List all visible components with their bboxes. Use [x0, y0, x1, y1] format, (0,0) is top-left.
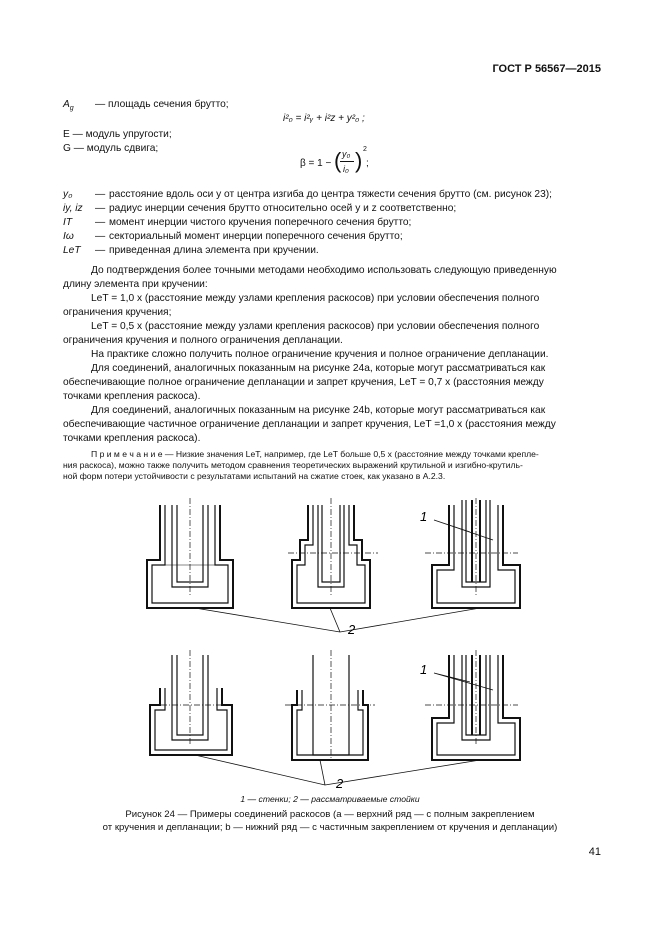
para-6-line-3: точками крепления раскоса).: [63, 433, 201, 444]
note-line-2: ния раскоса), можно также получить методом сравнения теоретических выражений крутильной и изгибно-крутиль-: [63, 460, 523, 470]
formula-beta: β = 1 − ( y₀ i₀ ) 2 ;: [300, 146, 369, 174]
label-2-top: 2: [348, 622, 356, 637]
document-header: ГОСТ Р 56567—2015: [492, 63, 601, 75]
para-5-line-1: Для соединений, аналогичных показанным на рисунке 24a, которые могут рассматриваться как: [91, 363, 546, 374]
figure-legend: 1 — стенки; 2 — рассматриваемые стойки: [240, 794, 420, 804]
para-2-line-2: ограничения кручения;: [63, 307, 172, 318]
figure-b2: [285, 650, 375, 760]
para-6-line-1: Для соединений, аналогичных показанным на рисунке 24b, которые могут рассматриваться как: [91, 405, 546, 416]
para-2-line-1: LeT = 1,0 x (расстояние между узлами крепления раскосов) при условии обеспечения полного: [91, 293, 540, 304]
def-e: E — модуль упругости;: [63, 129, 172, 140]
note-line-1: П р и м е ч а н и е — Низкие значения LeT, например, где LeT больше 0,5 x (расстояние между точками крепле-: [91, 449, 539, 459]
figure-caption-line-2: от кручения и депланации; b — нижний ряд — с частичным закреплением от кручения и депланации): [102, 822, 558, 833]
def-ag: $A_g$ — площадь сечения брутто;: [63, 99, 229, 113]
def-iy-iz: iy, iz — радиус инерции сечения брутто относительно осей y и z соответственно;: [63, 203, 457, 214]
para-1-line-1: До подтверждения более точными методами необходимо использовать следующую приведенную: [91, 265, 557, 276]
def-let: LeT — приведенная длина элемента при кручении.: [63, 245, 319, 256]
label-2-bottom: 2: [336, 776, 344, 791]
label-1-top: 1: [420, 509, 428, 524]
def-it: IT — момент инерции чистого кручения поперечного сечения брутто;: [63, 217, 412, 228]
para-3-line-2: ограничения кручения и полного ограничения депланации.: [63, 335, 343, 346]
page-number: 41: [588, 846, 601, 858]
para-1-line-2: длину элемента при кручении:: [63, 279, 208, 290]
para-6-line-2: обеспечивающие частичное ограничение депланации и запрет кручения, LeT =1,0 x (расстояния между: [63, 419, 556, 430]
label-1-bottom: 1: [420, 662, 428, 677]
formula-i0: i²₀ = i²ᵧ + i²z + y²₀ ;: [283, 113, 365, 124]
figure-b1: [150, 650, 232, 755]
def-g: G — модуль сдвига;: [63, 143, 159, 154]
note-line-3: ной форм потери устойчивости с результатами испытаний на сжатие стоек, как указано в А.2.3.: [63, 471, 446, 481]
para-3-line-1: LeT = 0,5 x (расстояние между узлами крепления раскосов) при условии обеспечения полного: [91, 321, 540, 332]
para-5-line-2: обеспечивающие полное ограничение депланации и запрет кручения, LeT = 0,7 x (расстояния между: [63, 377, 544, 388]
figure-b3: [425, 650, 520, 760]
figure-caption-line-1: Рисунок 24 — Примеры соединений раскосов (a — верхний ряд — с полным закреплением: [125, 809, 535, 820]
para-5-line-3: точками крепления раскоса).: [63, 391, 201, 402]
def-y0: y₀ — расстояние вдоль оси y от центра изгиба до центра тяжести сечения брутто (см. рисунок 23);: [63, 189, 552, 200]
figure-a3: [425, 498, 520, 608]
def-iw: Iω — секториальный момент инерции поперечного сечения брутто;: [63, 231, 403, 242]
figure-a2: [288, 498, 378, 608]
figure-a1: [147, 498, 233, 608]
para-4: На практике сложно получить полное ограничение кручения и полное ограничение депланации.: [91, 349, 549, 360]
